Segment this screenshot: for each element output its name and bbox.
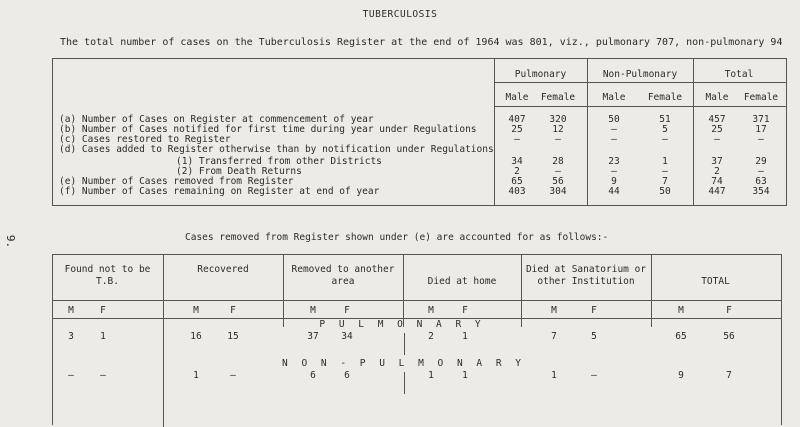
register-cell: – bbox=[611, 166, 617, 177]
pulmonary-label: P U L M O N A R Y bbox=[319, 319, 485, 330]
register-cell: 63 bbox=[755, 176, 767, 187]
pulmonary-cell: 3 bbox=[68, 331, 74, 342]
register-cell: 447 bbox=[708, 186, 726, 197]
register-cell: – bbox=[758, 134, 764, 145]
mf-header: M bbox=[428, 305, 434, 316]
col-recovered: Recovered bbox=[197, 264, 249, 275]
divider bbox=[163, 254, 164, 427]
register-cell: 9 bbox=[611, 176, 617, 187]
mf-header: F bbox=[591, 305, 597, 316]
non-pulmonary-cell: 9 bbox=[678, 370, 684, 381]
row-label: (c) Cases restored to Register bbox=[59, 134, 231, 145]
intro-text: The total number of cases on the Tuberculosis Register at the end of 1964 was 801, viz., pulmonary 707, non-pulmonary 94 bbox=[60, 37, 783, 48]
register-cell: 1 bbox=[662, 156, 668, 167]
register-cell: – bbox=[555, 166, 561, 177]
register-cell: 65 bbox=[511, 176, 523, 187]
col-removed: Removed to another area bbox=[291, 264, 395, 287]
divider bbox=[494, 58, 495, 205]
non-pulmonary-label: N O N - P U L M O N A R Y bbox=[282, 358, 525, 369]
register-cell: 51 bbox=[659, 114, 671, 125]
col-died-sanatorium: Died at Sanatorium or other Institution bbox=[525, 264, 647, 287]
col-total: TOTAL bbox=[701, 276, 730, 287]
group-pulmonary: Pulmonary bbox=[514, 69, 567, 80]
non-pulmonary-cell: 1 bbox=[193, 370, 199, 381]
register-cell: 50 bbox=[608, 114, 620, 125]
row-label: (e) Number of Cases removed from Register bbox=[59, 176, 294, 187]
pulmonary-cell: 34 bbox=[341, 331, 353, 342]
mf-header: F bbox=[462, 305, 468, 316]
non-pulmonary-cell: 1 bbox=[428, 370, 434, 381]
mf-header: M bbox=[193, 305, 199, 316]
register-cell: 25 bbox=[511, 124, 523, 135]
register-cell: 5 bbox=[662, 124, 668, 135]
register-cell: – bbox=[662, 166, 668, 177]
non-pulmonary-cell: – bbox=[68, 370, 74, 381]
register-cell: 17 bbox=[755, 124, 767, 135]
register-cell: 37 bbox=[711, 156, 723, 167]
register-cell: 56 bbox=[552, 176, 564, 187]
register-cell: 2 bbox=[714, 166, 720, 177]
row-label: (b) Number of Cases notified for first time during year under Regulations bbox=[59, 124, 477, 135]
pulmonary-cell: 16 bbox=[190, 331, 202, 342]
subhead: Female bbox=[540, 92, 576, 103]
page-number: 9. bbox=[4, 234, 18, 249]
row-label: (d) Cases added to Register otherwise than by notification under Regulations bbox=[59, 144, 494, 155]
pulmonary-cell: 37 bbox=[307, 331, 319, 342]
row-label: (a) Number of Cases on Register at commencement of year bbox=[59, 114, 374, 125]
register-cell: 28 bbox=[552, 156, 564, 167]
non-pulmonary-cell: – bbox=[591, 370, 597, 381]
register-cell: – bbox=[611, 124, 617, 135]
row-label: (2) From Death Returns bbox=[176, 166, 302, 177]
divider bbox=[587, 58, 588, 205]
col-died-home: Died at home bbox=[427, 276, 497, 287]
register-cell: – bbox=[611, 134, 617, 145]
register-cell: 74 bbox=[711, 176, 723, 187]
register-cell: 354 bbox=[752, 186, 770, 197]
pulmonary-cell: 2 bbox=[428, 331, 434, 342]
pulmonary-cell: 15 bbox=[227, 331, 239, 342]
subhead: Male bbox=[705, 92, 729, 103]
register-cell: 2 bbox=[514, 166, 520, 177]
pulmonary-cell: 7 bbox=[551, 331, 557, 342]
mf-header: M bbox=[310, 305, 316, 316]
mf-header: M bbox=[678, 305, 684, 316]
register-cell: 371 bbox=[752, 114, 770, 125]
group-total: Total bbox=[724, 69, 754, 80]
register-cell: 23 bbox=[608, 156, 620, 167]
divider bbox=[52, 300, 781, 301]
non-pulmonary-cell: 6 bbox=[310, 370, 316, 381]
register-cell: 29 bbox=[755, 156, 767, 167]
mf-header: F bbox=[726, 305, 732, 316]
removal-note: Cases removed from Register shown under (e) are accounted for as follows:- bbox=[185, 232, 609, 243]
non-pulmonary-cell: 1 bbox=[462, 370, 468, 381]
mf-header: F bbox=[344, 305, 350, 316]
divider bbox=[403, 254, 404, 327]
pulmonary-cell: 65 bbox=[675, 331, 687, 342]
divider bbox=[494, 82, 786, 83]
register-cell: 320 bbox=[549, 114, 567, 125]
register-cell: 7 bbox=[662, 176, 668, 187]
register-cell: 407 bbox=[508, 114, 526, 125]
divider bbox=[494, 106, 786, 107]
pulmonary-cell: 5 bbox=[591, 331, 597, 342]
row-label: (1) Transferred from other Districts bbox=[176, 156, 382, 167]
register-cell: 25 bbox=[711, 124, 723, 135]
register-cell: 12 bbox=[552, 124, 564, 135]
divider bbox=[404, 333, 405, 355]
register-cell: 50 bbox=[659, 186, 671, 197]
register-cell: 44 bbox=[608, 186, 620, 197]
register-cell: 34 bbox=[511, 156, 523, 167]
non-pulmonary-cell: – bbox=[230, 370, 236, 381]
mf-header: M bbox=[551, 305, 557, 316]
divider bbox=[651, 254, 652, 327]
non-pulmonary-cell: 7 bbox=[726, 370, 732, 381]
register-cell: – bbox=[555, 134, 561, 145]
non-pulmonary-cell: – bbox=[100, 370, 106, 381]
register-cell: – bbox=[758, 166, 764, 177]
divider bbox=[693, 58, 694, 205]
mf-header: F bbox=[230, 305, 236, 316]
register-cell: 304 bbox=[549, 186, 567, 197]
pulmonary-cell: 56 bbox=[723, 331, 735, 342]
subhead: Male bbox=[505, 92, 529, 103]
pulmonary-cell: 1 bbox=[462, 331, 468, 342]
pulmonary-cell: 1 bbox=[100, 331, 106, 342]
mf-header: F bbox=[100, 305, 106, 316]
register-cell: – bbox=[662, 134, 668, 145]
subhead: Female bbox=[743, 92, 779, 103]
row-label: (f) Number of Cases remaining on Register at end of year bbox=[59, 186, 380, 197]
page-title: TUBERCULOSIS bbox=[362, 9, 438, 20]
mf-header: M bbox=[68, 305, 74, 316]
subhead: Female bbox=[647, 92, 683, 103]
register-cell: 457 bbox=[708, 114, 726, 125]
subhead: Male bbox=[602, 92, 626, 103]
col-found-not-tb: Found not to be T.B. bbox=[64, 264, 151, 287]
non-pulmonary-cell: 6 bbox=[344, 370, 350, 381]
register-cell: 403 bbox=[508, 186, 526, 197]
register-cell: – bbox=[714, 134, 720, 145]
register-cell: – bbox=[514, 134, 520, 145]
non-pulmonary-cell: 1 bbox=[551, 370, 557, 381]
group-non-pulmonary: Non-Pulmonary bbox=[602, 69, 678, 80]
divider bbox=[404, 372, 405, 394]
